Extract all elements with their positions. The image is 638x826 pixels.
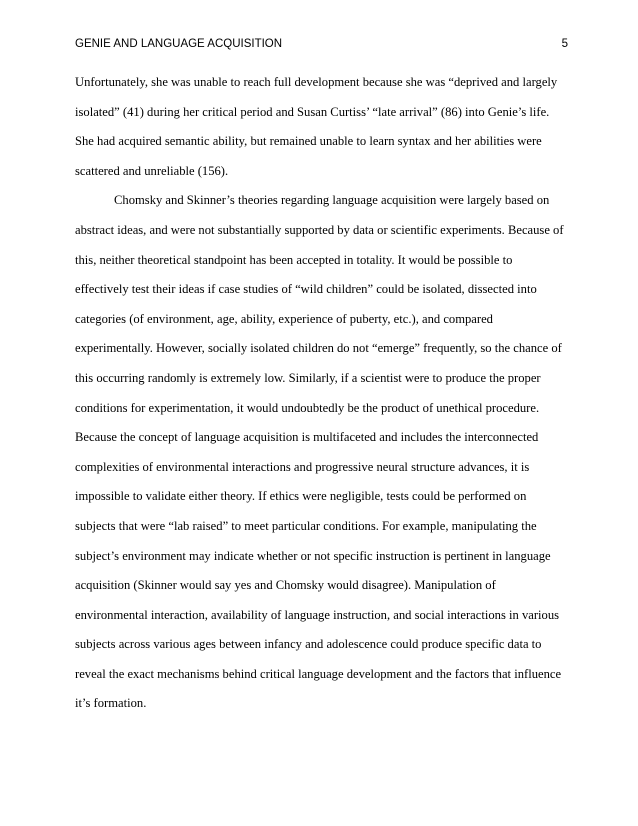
text-line: She had acquired semantic ability, but remained unable to learn syntax and her abilities were xyxy=(75,134,542,149)
text-line: effectively test their ideas if case studies of “wild children” could be isolated, dissected into xyxy=(75,282,537,297)
body-text xyxy=(75,74,564,725)
text-line: categories (of environment, age, ability, experience of puberty, etc.), and compared xyxy=(75,311,493,326)
text-line: scattered and unreliable (156). xyxy=(75,163,229,178)
text-line: experimentally. However, socially isolated children do not “emerge” frequently, so the chance of xyxy=(75,341,562,356)
text-line: complexities of environmental interactions and progressive neural structure advances, it is xyxy=(75,459,530,474)
page-number: 5 xyxy=(561,38,568,50)
text-line: conditions for experimentation, it would undoubtedly be the product of unethical procedure. xyxy=(75,400,540,415)
text-line: it’s formation. xyxy=(75,696,147,711)
text-line: impossible to validate either theory. If ethics were negligible, tests could be performed on xyxy=(75,489,527,504)
text-line: subject’s environment may indicate whether or not specific instruction is pertinent in language xyxy=(75,548,551,563)
text-line: isolated” (41) during her critical period and Susan Curtiss’ “late arrival” (86) into Genie’s life. xyxy=(75,104,550,119)
text-line: Because the concept of language acquisition is multifaceted and includes the interconnected xyxy=(75,430,539,445)
paragraph-first-line: Chomsky and Skinner’s theories regarding language acquisition were largely based on xyxy=(114,193,550,208)
running-title: GENIE AND LANGUAGE ACQUISITION xyxy=(75,38,283,50)
text-line: environmental interaction, availability of language instruction, and social interactions in various xyxy=(75,607,560,622)
text-line: this, neither theoretical standpoint has been accepted in totality. It would be possible to xyxy=(75,252,513,267)
text-line: subjects across various ages between infancy and adolescence could produce specific data to xyxy=(75,637,542,652)
text-line: acquisition (Skinner would say yes and Chomsky would disagree). Manipulation of xyxy=(75,578,496,593)
text-line: this occurring randomly is extremely low. Similarly, if a scientist were to produce the proper xyxy=(75,370,541,385)
running-header xyxy=(75,38,568,50)
text-line: subjects that were “lab raised” to meet particular conditions. For example, manipulating the xyxy=(75,518,537,533)
text-line: reveal the exact mechanisms behind critical language development and the factors that influence xyxy=(75,666,562,681)
text-line: abstract ideas, and were not substantially supported by data or scientific experiments. Because of xyxy=(75,222,564,237)
text-line: Unfortunately, she was unable to reach full development because she was “deprived and largely xyxy=(75,75,558,89)
